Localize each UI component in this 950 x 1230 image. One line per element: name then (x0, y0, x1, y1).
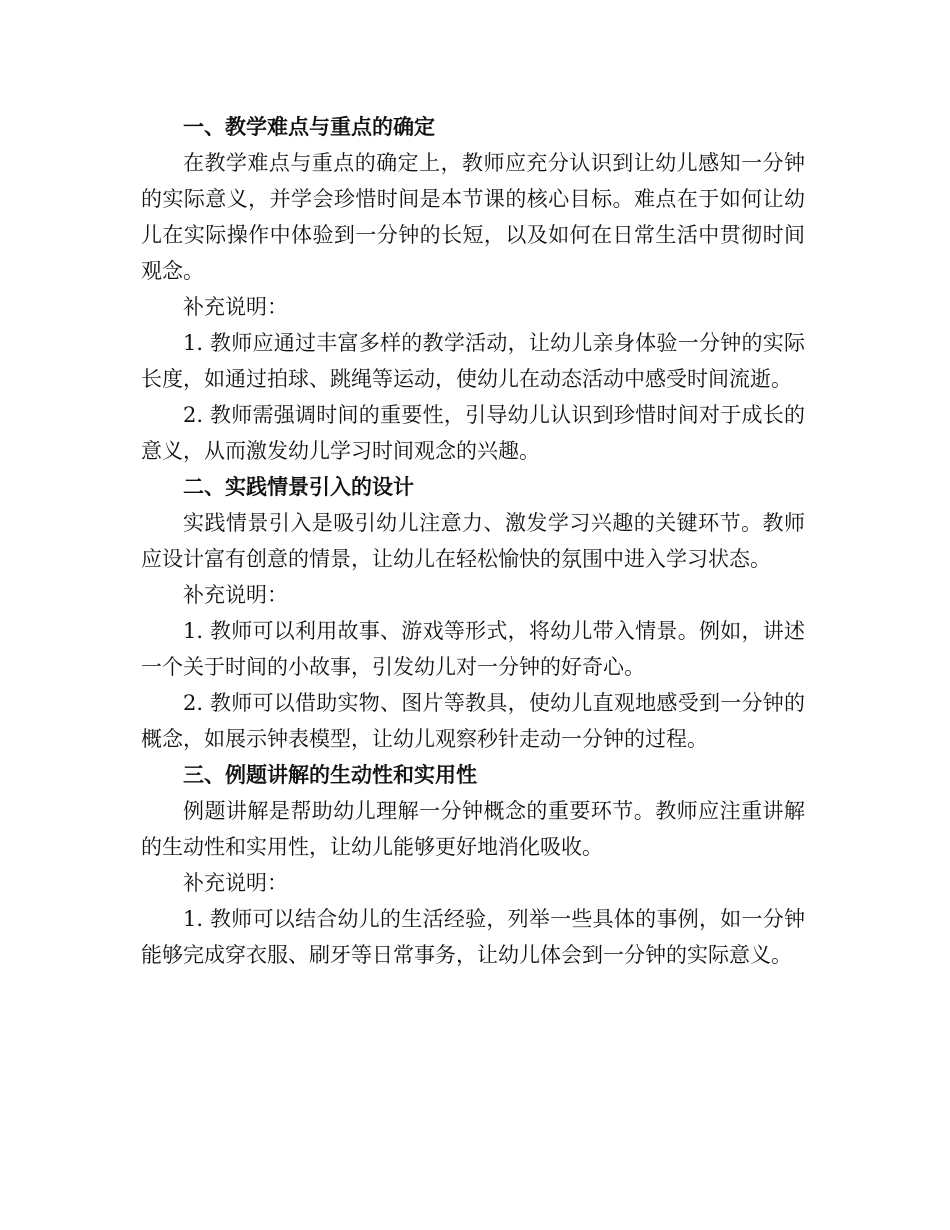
document-body (141, 109, 805, 973)
section-2-note-item-1: 1. 教师可以利用故事、游戏等形式，将幼儿带入情景。例如，讲述一个关于时间的小故事，引发幼儿对一分钟的好奇心。 (141, 619, 805, 679)
section-1-note-item-1: 1. 教师应通过丰富多样的教学活动，让幼儿亲身体验一分钟的实际长度，如通过拍球、跳绳等运动，使幼儿在动态活动中感受时间流逝。 (141, 331, 805, 391)
section-3-paragraph-1: 例题讲解是帮助幼儿理解一分钟概念的重要环节。教师应注重讲解的生动性和实用性，让幼儿能够更好地消化吸收。 (141, 799, 805, 859)
section-2-paragraph-1: 实践情景引入是吸引幼儿注意力、激发学习兴趣的关键环节。教师应设计富有创意的情景，让幼儿在轻松愉快的氛围中进入学习状态。 (141, 511, 805, 571)
section-1-note-item-2: 2. 教师需强调时间的重要性，引导幼儿认识到珍惜时间对于成长的意义，从而激发幼儿学习时间观念的兴趣。 (141, 403, 805, 463)
section-3-note-item-1: 1. 教师可以结合幼儿的生活经验，列举一些具体的事例，如一分钟能够完成穿衣服、刷牙等日常事务，让幼儿体会到一分钟的实际意义。 (141, 907, 805, 967)
section-heading-1: 一、教学难点与重点的确定 (183, 115, 435, 139)
section-1-note-label: 补充说明： (183, 295, 288, 319)
section-2-note-label: 补充说明： (183, 583, 288, 607)
section-heading-3: 三、例题讲解的生动性和实用性 (183, 763, 477, 787)
section-3-note-label: 补充说明： (183, 871, 288, 895)
section-heading-2: 二、实践情景引入的设计 (183, 475, 414, 499)
section-1-paragraph-1: 在教学难点与重点的确定上，教师应充分认识到让幼儿感知一分钟的实际意义，并学会珍惜时间是本节课的核心目标。难点在于如何让幼儿在实际操作中体验到一分钟的长短，以及如何在日常生活中贯彻时间观念。 (141, 151, 805, 283)
section-2-note-item-2: 2. 教师可以借助实物、图片等教具，使幼儿直观地感受到一分钟的概念，如展示钟表模型，让幼儿观察秒针走动一分钟的过程。 (141, 691, 805, 751)
